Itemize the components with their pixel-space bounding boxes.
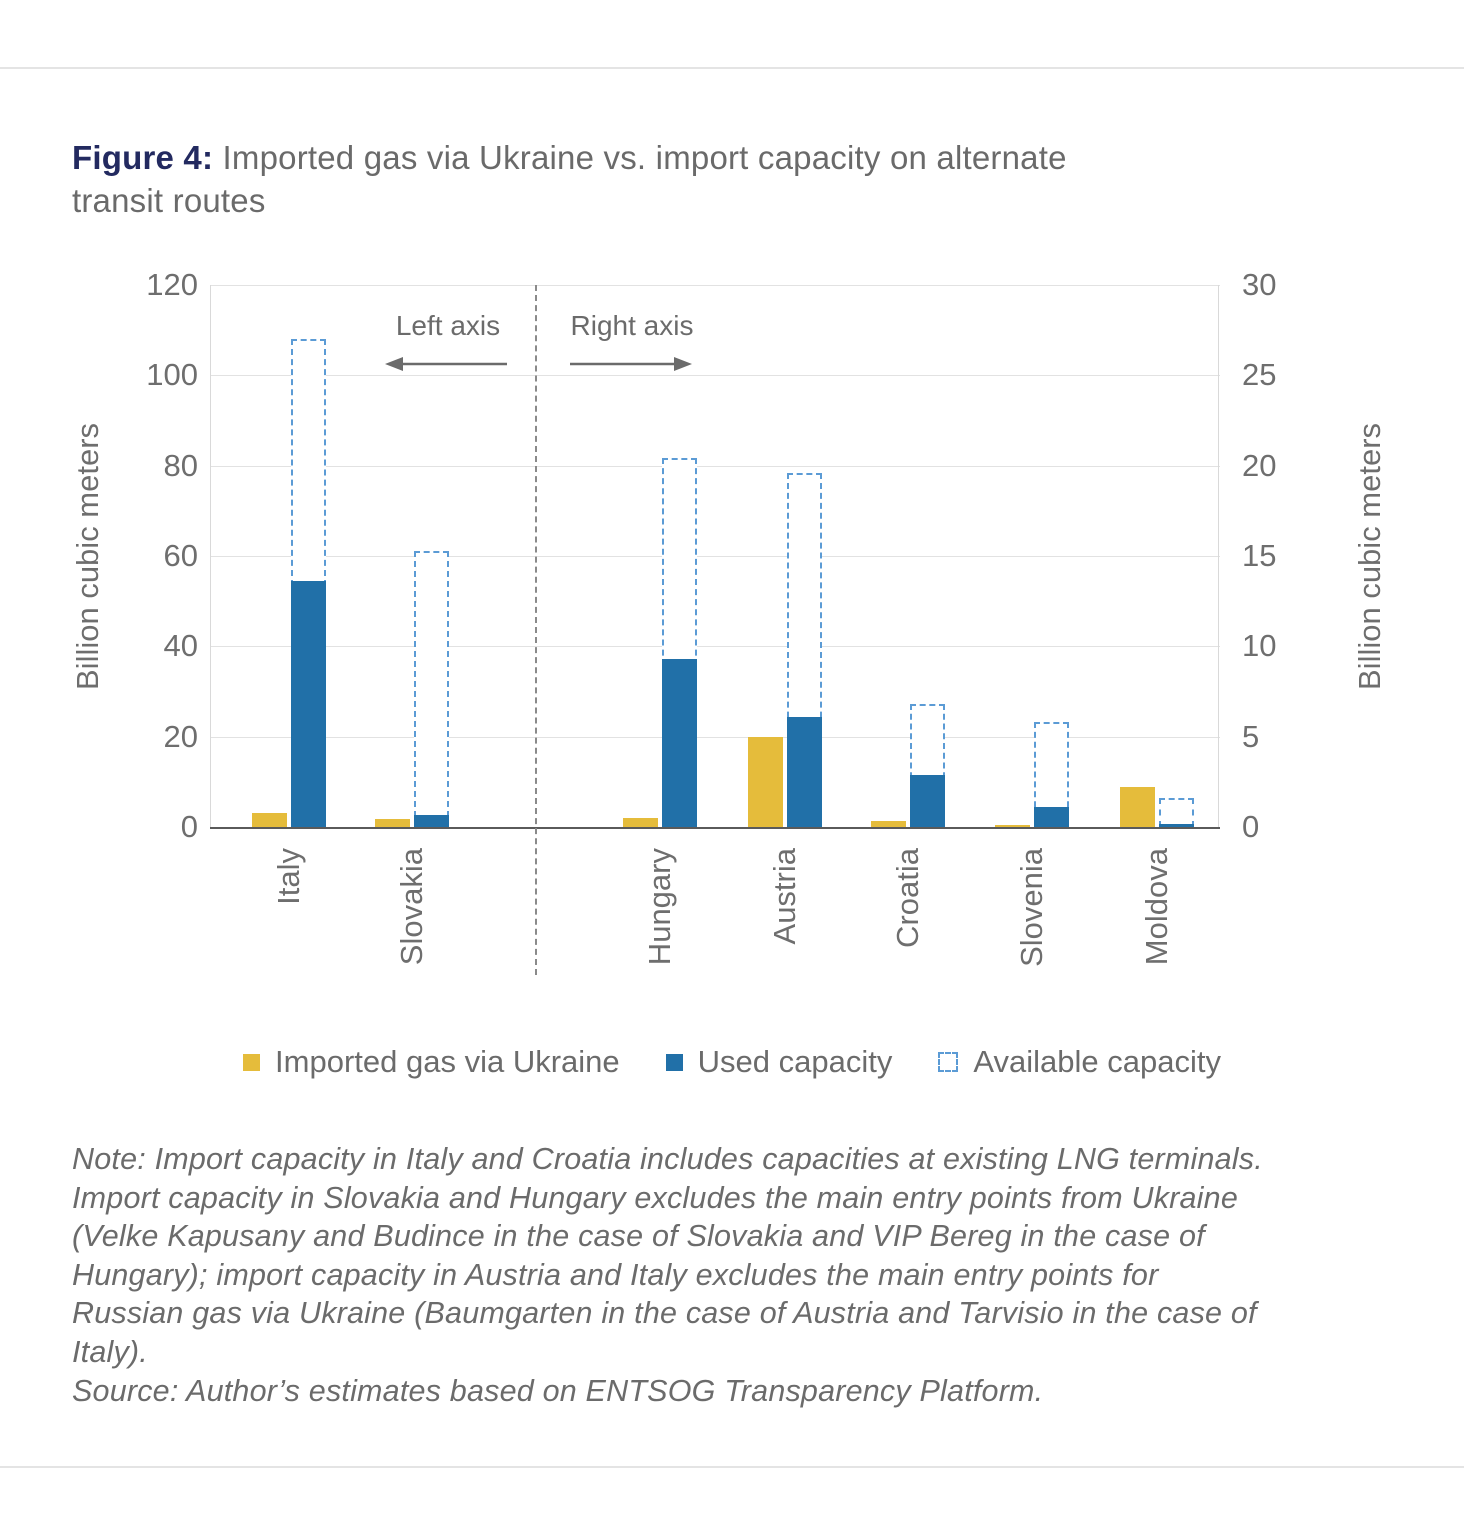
bar-imported-gas-slovakia — [375, 819, 410, 827]
plot-left-border — [210, 285, 211, 827]
axis-separator-dashed-line — [535, 285, 537, 975]
bottom-divider — [0, 1466, 1464, 1468]
right-axis-annotation: Right axis — [570, 310, 694, 341]
figure-title — [72, 136, 1092, 222]
category-label-slovakia: Slovakia — [394, 848, 429, 966]
legend-item-imported-gas — [243, 1044, 620, 1080]
right-axis-arrow-icon — [568, 354, 694, 374]
source-text: Source: Author’s estimates based on ENTSOG Transparency Platform. — [72, 1374, 1044, 1408]
legend — [0, 1044, 1464, 1080]
bar-available-capacity-moldova — [1159, 798, 1194, 827]
legend-label-imported-gas: Imported gas via Ukraine — [275, 1044, 620, 1079]
right-axis-title: Billion cubic meters — [1352, 422, 1387, 690]
left-axis-tick-0: 0 — [180, 809, 198, 844]
gridline-60 — [210, 556, 1220, 557]
bar-used-capacity-slovenia — [1034, 807, 1069, 827]
gridline-40 — [210, 646, 1220, 647]
bar-used-capacity-croatia — [910, 775, 945, 827]
used-capacity-swatch-icon — [666, 1054, 683, 1071]
bar-used-capacity-hungary — [662, 659, 697, 827]
right-axis-tick-20: 20 — [1242, 447, 1277, 483]
category-label-austria: Austria — [767, 848, 802, 945]
left-axis-tick-60: 60 — [163, 538, 198, 573]
right-axis-tick-25: 25 — [1242, 357, 1277, 393]
left-axis-title: Billion cubic meters — [70, 422, 105, 690]
category-label-moldova: Moldova — [1139, 848, 1174, 966]
plot-right-border — [1218, 285, 1219, 827]
bar-used-capacity-italy — [291, 581, 326, 827]
figure-title-text: Imported gas via Ukraine vs. import capacity on alternate transit routes — [72, 139, 1067, 219]
category-label-slovenia: Slovenia — [1014, 848, 1049, 967]
available-capacity-swatch-icon — [938, 1052, 958, 1072]
legend-item-used-capacity — [666, 1044, 893, 1080]
imported-gas-swatch-icon — [243, 1054, 260, 1071]
bar-imported-gas-hungary — [623, 818, 658, 827]
gridline-120 — [210, 285, 1220, 286]
left-axis-annotation: Left axis — [395, 310, 501, 341]
category-label-hungary: Hungary — [642, 848, 677, 966]
legend-item-available-capacity — [938, 1044, 1221, 1080]
left-axis-tick-20: 20 — [163, 718, 198, 754]
category-label-italy: Italy — [271, 848, 306, 905]
bar-used-capacity-austria — [787, 717, 822, 827]
left-axis-tick-40: 40 — [163, 628, 198, 664]
legend-label-used-capacity: Used capacity — [697, 1044, 893, 1079]
bar-imported-gas-italy — [252, 813, 287, 827]
gridline-100 — [210, 375, 1220, 376]
left-axis-tick-100: 100 — [146, 357, 198, 393]
right-axis-tick-5: 5 — [1242, 718, 1260, 754]
right-axis-tick-30: 30 — [1242, 267, 1277, 302]
gridline-80 — [210, 466, 1220, 467]
bar-used-capacity-slovakia — [414, 815, 449, 827]
right-axis-tick-10: 10 — [1242, 628, 1277, 664]
top-divider — [0, 67, 1464, 69]
bar-imported-gas-moldova — [1120, 787, 1155, 827]
note-text: Note: Import capacity in Italy and Croatia includes capacities at existing LNG terminals. Import capacity in Slovakia and Hungary excludes the main entry points from Ukraine (Velke Kapusany and Budince in the case of Slovakia and VIP Bereg in the case of Hungary); import capacity in Austria and Italy excludes the main entry points for Russian gas via Ukraine (Baumgarten in the case of Austria and Tarvisio in the case of Italy). — [72, 1142, 1263, 1369]
left-axis-tick-120: 120 — [146, 267, 198, 302]
bar-available-capacity-slovakia — [414, 551, 449, 827]
right-axis-tick-0: 0 — [1242, 809, 1260, 844]
figure-label: Figure 4: — [72, 139, 214, 176]
x-axis-line — [210, 827, 1220, 829]
category-label-croatia: Croatia — [890, 848, 925, 948]
bar-imported-gas-austria — [748, 737, 783, 827]
left-axis-tick-80: 80 — [163, 447, 198, 483]
legend-label-available-capacity: Available capacity — [973, 1044, 1221, 1079]
right-axis-tick-15: 15 — [1242, 538, 1277, 573]
left-axis-arrow-icon — [383, 354, 509, 374]
